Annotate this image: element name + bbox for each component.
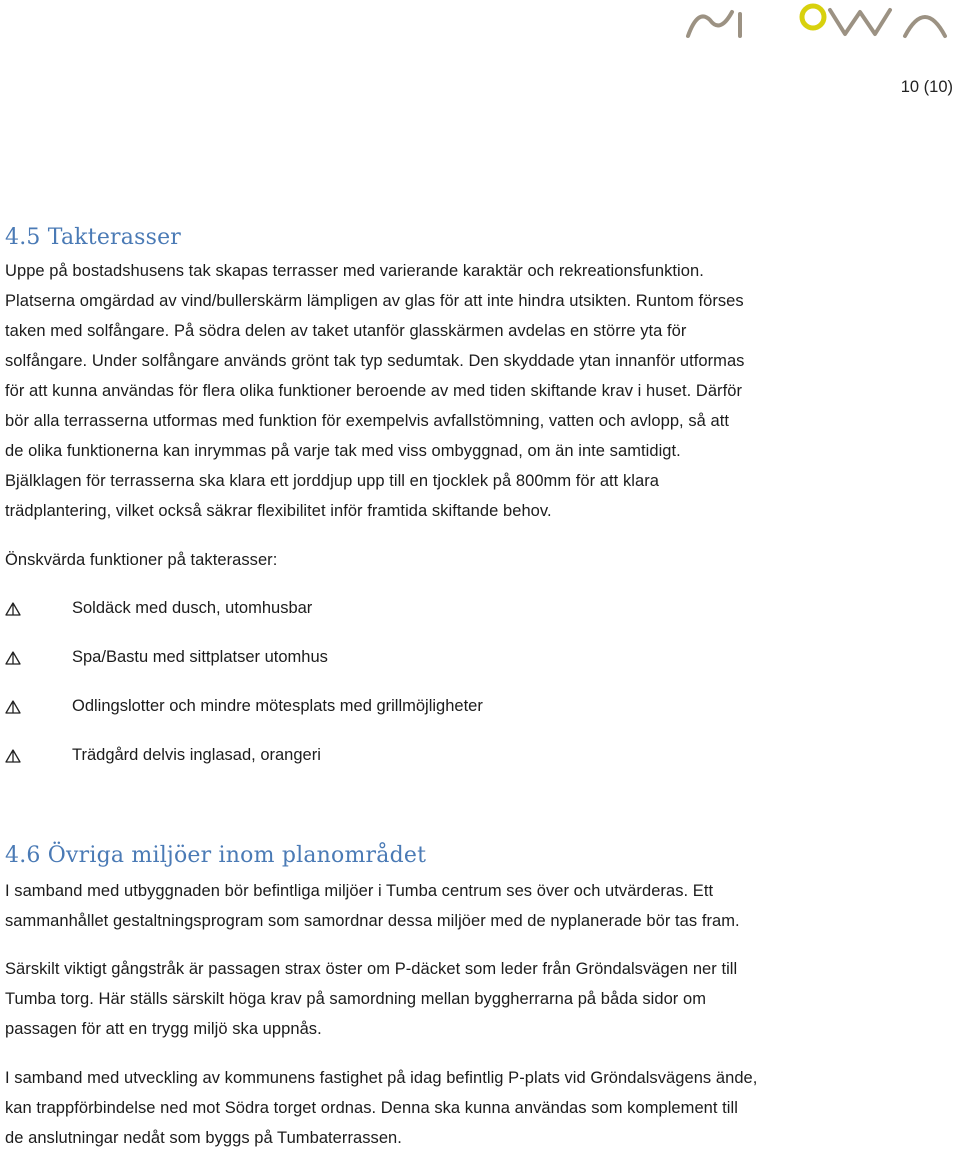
paragraph-takterasser [5,256,955,526]
text-line: bör alla terrasserna utformas med funktion för exempelvis avfallstömning, vatten och avlopp, så att [5,412,729,430]
text-line: trädplantering, vilket också säkrar flexibilitet inför framtida skiftande behov. [5,502,552,520]
list-item-label: Odlingslotter och mindre mötesplats med grillmöjligheter [72,697,483,715]
list-item-label: Spa/Bastu med sittplatser utomhus [72,648,328,666]
text-line: de anslutningar nedåt som byggs på Tumbaterrassen. [5,1129,402,1147]
list-item-label: Trädgård delvis inglasad, orangeri [72,746,321,764]
text-line: I samband med utveckling av kommunens fastighet på idag befintlig P-plats vid Gröndalsvägens ände, [5,1069,758,1087]
logo-icon [680,0,960,48]
text-line: de olika funktionerna kan inrymmas på varje tak med viss ombyggnad, om än inte samtidigt. [5,442,681,460]
text-line: sammanhållet gestaltningsprogram som samordnar dessa miljöer med de nyplanerade bör tas fram. [5,912,740,930]
text-line: Tumba torg. Här ställs särskilt höga krav på samordning mellan byggherrarna på båda sidor om [5,990,706,1008]
paragraph-ovriga-1 [5,876,955,936]
list-item [5,633,483,682]
text-line: Särskilt viktigt gångstråk är passagen strax öster om P-däcket som leder från Gröndalsvägen ner till [5,960,738,978]
page-number: 10 (10) [900,78,953,96]
list-intro: Önskvärda funktioner på takterasser: [5,551,278,569]
text-line: Platserna omgärdad av vind/bullerskärm lämpligen av glas för att inte hindra utsikten. Runtom förses [5,292,744,310]
triangle-outline-icon [5,602,25,616]
triangle-outline-icon [5,700,25,714]
list-item [5,731,483,780]
paragraph-ovriga-3 [5,1063,955,1153]
text-line: taken med solfångare. På södra delen av taket utanför glasskärmen avdelas en större yta för [5,322,687,340]
text-line: I samband med utbyggnaden bör befintliga miljöer i Tumba centrum ses över och utvärderas. Ett [5,882,714,900]
section-heading-takterasser: 4.5 Takterasser [5,225,182,250]
list-item [5,682,483,731]
text-line: Bjälklagen för terrasserna ska klara ett jorddjup upp till en tjocklek på 800mm för att klara [5,472,659,490]
section-heading-ovriga-miljoer: 4.6 Övriga miljöer inom planområdet [5,843,427,868]
triangle-outline-icon [5,749,25,763]
text-line: passagen för att en trygg miljö ska uppnås. [5,1020,322,1038]
functions-list [5,584,483,780]
list-item [5,584,483,633]
list-item-label: Soldäck med dusch, utomhusbar [72,599,313,617]
text-line: kan trappförbindelse ned mot Södra torget ordnas. Denna ska kunna användas som komplement till [5,1099,738,1117]
paragraph-ovriga-2 [5,954,955,1044]
text-line: för att kunna användas för flera olika funktioner beroende av med tiden skiftande krav i huset. Därför [5,382,743,400]
triangle-outline-icon [5,651,25,665]
text-line: solfångare. Under solfångare används grönt tak typ sedumtak. Den skyddade ytan innanför utformas [5,352,745,370]
text-line: Uppe på bostadshusens tak skapas terrasser med varierande karaktär och rekreationsfunktion. [5,262,704,280]
